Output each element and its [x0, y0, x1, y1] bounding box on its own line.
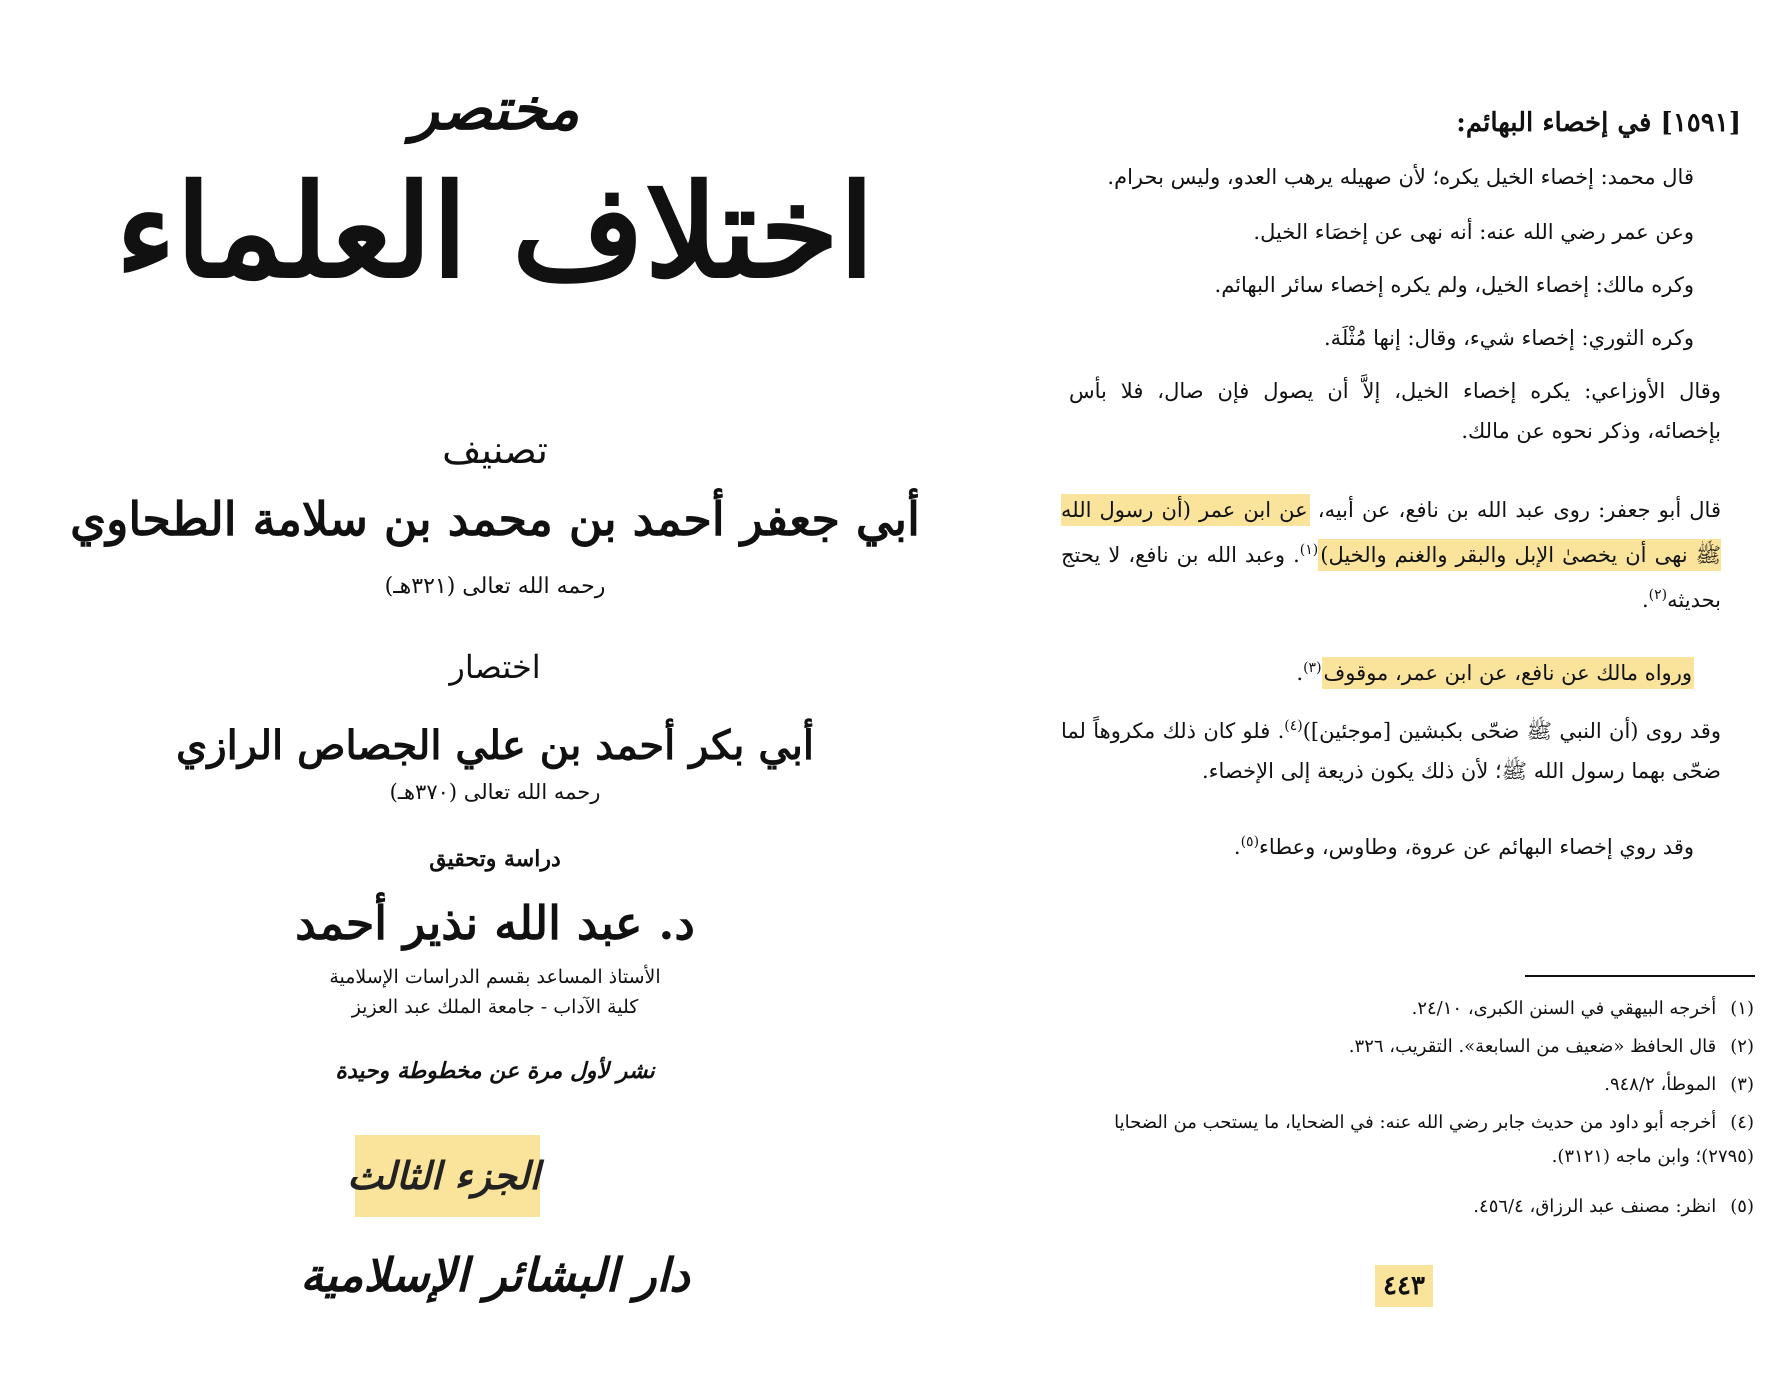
footnote-marker: (١): [1299, 542, 1319, 558]
footnote-text: انظر: مصنف عبد الرزاق، ٤٥٦/٤.: [1473, 1196, 1717, 1217]
author-name: أبي جعفر أحمد بن محمد بن سلامة الطحاوي: [70, 492, 920, 546]
publisher-logo-text: دار البشائر الإسلامية: [300, 1248, 690, 1302]
chapter-heading: [١٥٩١] في إخصاء البهائم:: [1456, 108, 1741, 138]
footnote-number: (١): [1730, 998, 1754, 1019]
paragraph-with-highlight: [1061, 490, 1721, 620]
highlighted-text: عن ابن عمر (أن رسول الله ﷺ نهى أن يخصىٰ الإبل والبقر والغنم والخيل): [1061, 494, 1721, 571]
paragraph: وعن عمر رضي الله عنه: أنه نهى عن إخصَاء الخيل.: [1253, 220, 1694, 244]
paragraph: قال محمد: إخصاء الخيل يكره؛ لأن صهيله يرهب العدو، وليس بحرام.: [1107, 165, 1694, 189]
footnote-marker: (٤): [1284, 718, 1303, 734]
footnote: [1054, 1106, 1754, 1174]
study-and-edit-label: دراسة وتحقيق: [429, 846, 561, 872]
text-page: [990, 0, 1769, 1380]
paragraph-text: وقد روى (أن النبي ﷺ ضحّى بكبشين [موجئين]): [1302, 719, 1721, 743]
editor-title-line-2: كلية الآداب - جامعة الملك عبد العزيز: [351, 996, 639, 1018]
editor-name: د. عبد الله نذير أحمد: [295, 896, 695, 950]
highlighted-text: ورواه مالك عن نافع، عن ابن عمر، موقوف: [1322, 657, 1694, 689]
footnote-marker: (٣): [1303, 660, 1322, 676]
book-title-prefix: مختصر: [410, 75, 580, 143]
footnote-number: (٢): [1730, 1036, 1754, 1057]
paragraph-text: وقد روي إخصاء البهائم عن عروة، وطاوس، وعطاء: [1259, 835, 1694, 859]
footnote-marker: (٥): [1240, 834, 1260, 850]
book-title-text: اختلاف العلماء: [115, 157, 875, 307]
paragraph-text: .: [1296, 661, 1304, 685]
editor-title-line-1: الأستاذ المساعد بقسم الدراسات الإسلامية: [329, 966, 661, 988]
author-dates: رحمه الله تعالى (٣٢١هـ): [384, 574, 606, 599]
paragraph-text: .: [1641, 588, 1649, 612]
abridger-dates: رحمه الله تعالى (٣٧٠هـ): [389, 780, 601, 804]
footnote-text: أخرجه البيهقي في السنن الكبرى، ٢٤/١٠.: [1411, 998, 1717, 1019]
volume-label-highlighted: الجزء الثالث: [355, 1135, 540, 1217]
paragraph-text: . فلو كان ذلك مكروهاً لما ضحّى بهما رسول الله ﷺ؛ لأن ذلك يكون ذريعة إلى الإخصاء.: [1061, 719, 1721, 783]
paragraph: وقال الأوزاعي: يكره إخصاء الخيل، إلاَّ أن يصول فإن صال، فلا بأس بإخصائه، وذكر نحوه عن مالك.: [1069, 379, 1721, 443]
paragraph: [1064, 822, 1694, 867]
composed-by-label: تصنيف: [442, 428, 548, 472]
footnote: [1054, 1068, 1754, 1102]
first-publication-note: نشر لأول مرة عن مخطوطة وحيدة: [335, 1058, 655, 1084]
footnote: [1054, 1190, 1754, 1224]
footnote: [1054, 1030, 1754, 1064]
paragraph: وكره مالك: إخصاء الخيل، ولم يكره إخصاء سائر البهائم.: [1214, 273, 1694, 297]
abridged-by-label: اختصار: [449, 648, 541, 686]
paragraph: وكره الثوري: إخصاء شيء، وقال: إنها مُثْلَة.: [1323, 326, 1694, 350]
paragraph-text: .: [1233, 835, 1241, 859]
paragraph-text: قال أبو جعفر: روى عبد الله بن نافع، عن أبيه،: [1309, 498, 1721, 522]
footnote-number: (٤): [1730, 1112, 1754, 1133]
footnote-marker: (٢): [1648, 587, 1668, 603]
footnote-text: قال الحافظ «ضعيف من السابعة». التقريب، ٣٢٦.: [1348, 1036, 1717, 1057]
footnote-number: (٥): [1730, 1196, 1754, 1217]
footnote-text: الموطأ، ٩٤٨/٢.: [1604, 1074, 1717, 1095]
footnote-divider: [1525, 975, 1755, 977]
paragraph: [1061, 706, 1721, 791]
book-title: [0, 157, 990, 307]
footnote: [1054, 992, 1754, 1026]
paragraph-text: . وعبد الله بن نافع، لا يحتج بحديثه: [1061, 543, 1721, 612]
abridger-name: أبي بكر أحمد بن علي الجصاص الرازي: [176, 722, 814, 769]
paragraph-with-highlight: [1064, 648, 1694, 693]
footnote-text: أخرجه أبو داود من حديث جابر رضي الله عنه: في الضحايا، ما يستحب من الضحايا (٢٧٩٥)؛ وابن ماجه (٣١٢١).: [1114, 1112, 1754, 1167]
page-number-highlighted: ٤٤٣: [1375, 1265, 1433, 1307]
footnote-number: (٣): [1730, 1074, 1754, 1095]
